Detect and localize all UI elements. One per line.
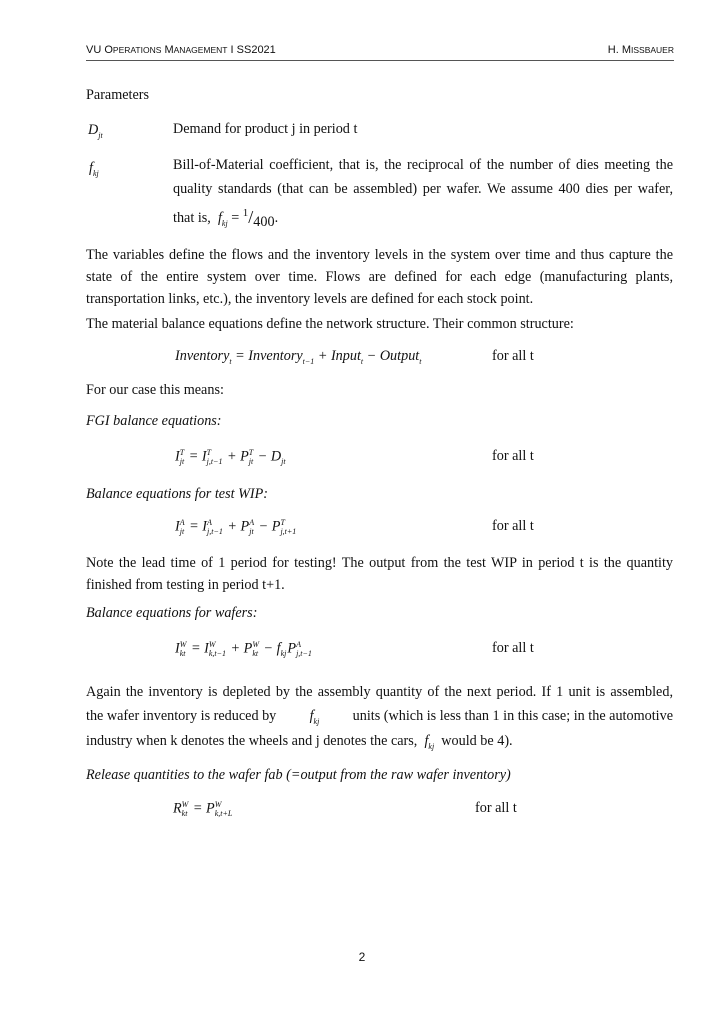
header-right: H. MISSBAUER xyxy=(607,44,674,56)
equation-general-forall: for all t xyxy=(492,348,534,364)
equation-wafer: I W kt = I W k,t−1 + P W kt − f kj P A j,t−1 xyxy=(175,640,312,658)
param-f-desc-line2: quality standards (that can be assembled) per wafer. We assume 400 dies per wafer, xyxy=(173,181,673,197)
paragraph-again-line1: Again the inventory is depleted by the assembly quantity of the next period. If 1 unit is assembled, xyxy=(86,684,673,700)
page-header xyxy=(86,44,674,61)
equation-wafer-forall: for all t xyxy=(492,640,534,656)
param-f-desc-line1: Bill-of-Material coefficient, that is, the reciprocal of the number of dies meeting the xyxy=(173,157,673,173)
param-f-desc-line3: that is, $f_{kj} = ^1/400$. xyxy=(173,207,279,230)
equation-fgi: I T jt = I T j,t−1 + P T jt − D jt xyxy=(175,448,286,466)
page-number: 2 xyxy=(358,950,366,964)
equation-test-wip: I A jt = I A j,t−1 + P A jt − P T j,t+1 xyxy=(175,518,297,536)
equation-fgi-forall: for all t xyxy=(492,448,534,464)
wafer-heading: Balance equations for wafers: xyxy=(86,605,258,621)
test-wip-heading: Balance equations for test WIP: xyxy=(86,486,269,502)
equation-test-wip-forall: for all t xyxy=(492,518,534,534)
param-d-description: Demand for product j in period t xyxy=(173,121,358,137)
param-d-symbol: $D_{jt}$ xyxy=(88,122,103,140)
paragraph-again-line2: the wafer inventory is reduced by $f_{kj}$ units (which is less than 1 in this case; in the automotive xyxy=(86,708,673,726)
param-f-symbol: $f_{kj}$ xyxy=(89,160,99,178)
equation-general: Inventory$_t$ = Inventory$_{t-1}$ + Input$_t$ − Output$_t$ xyxy=(175,348,422,366)
equation-release: R W kt = P W k,t+L xyxy=(173,800,233,818)
paragraph-note: Note the lead time of 1 period for testing! The output from the test WIP in period t is the quantity finished from testing in period t+1. xyxy=(86,555,673,593)
paragraph-again-line3: industry when k denotes the wheels and j denotes the cars, $f_{kj}$ would be 4). xyxy=(86,733,513,751)
for-case-text: For our case this means: xyxy=(86,382,224,398)
release-heading: Release quantities to the wafer fab (=output from the raw wafer inventory) xyxy=(86,767,511,783)
paragraph-balance: The material balance equations define the network structure. Their common structure: xyxy=(86,316,574,332)
header-left: VU OPERATIONS MANAGEMENT I SS2021 xyxy=(86,44,276,56)
paragraph-variables: The variables define the flows and the inventory levels in the system over time and thus capture the state of the entire system over time. Flows are defined for each edge (manufacturing plants, transportation links, etc.), the inventory levels are defined for each stock point. xyxy=(86,247,673,307)
parameters-heading: Parameters xyxy=(86,87,150,103)
equation-release-forall: for all t xyxy=(475,800,517,816)
fgi-heading: FGI balance equations: xyxy=(86,413,222,429)
